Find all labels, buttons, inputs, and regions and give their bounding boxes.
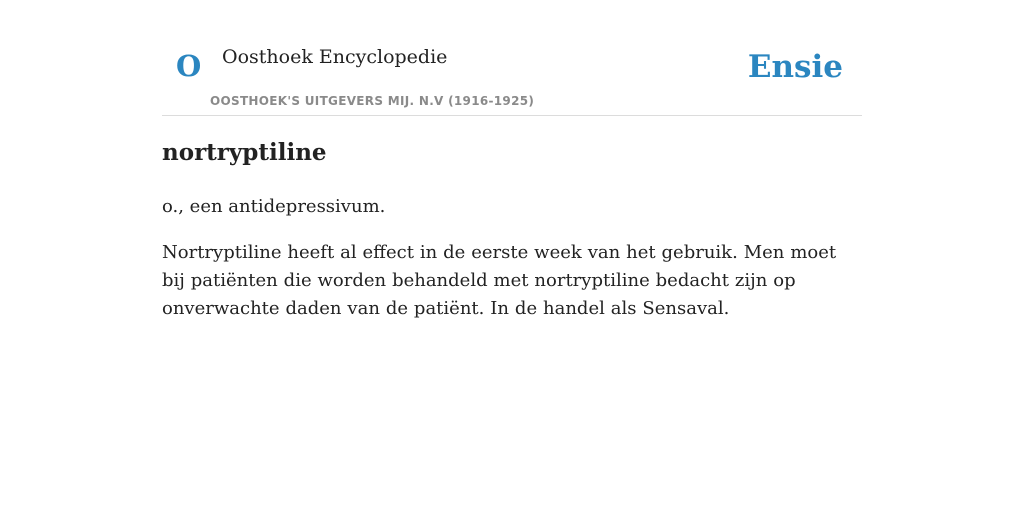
entry-body-text: Nortryptiline heeft al effect in de eerste week van het gebruik. Men moet bij patiënten die worden behandeld met nortryptiline bedacht zijn op onverwachte daden van de patiënt. In de handel als Sensaval. <box>162 242 837 319</box>
encyclopedia-title-link[interactable]: Oosthoek Encyclopedie <box>222 46 448 68</box>
encyclopedia-logo-icon[interactable]: O <box>176 49 202 83</box>
publisher-label: OOSTHOEK'S UITGEVERS MIJ. N.V (1916-1925) <box>210 94 535 108</box>
ensie-brand-logo[interactable]: Ensie <box>747 49 843 85</box>
page-container <box>162 0 862 319</box>
entry-definition: o., een antidepressivum. <box>162 196 386 217</box>
entry-title: nortryptiline <box>162 139 327 166</box>
site-header <box>162 0 862 116</box>
